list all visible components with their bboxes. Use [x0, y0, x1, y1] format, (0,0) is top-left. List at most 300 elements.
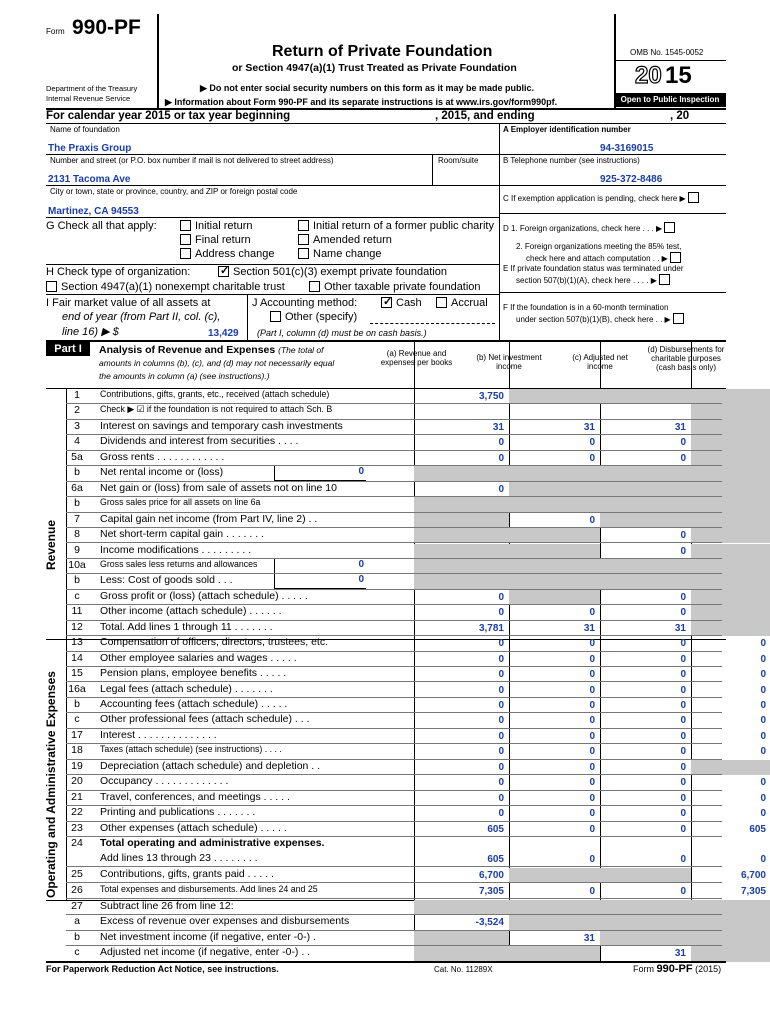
- amount-col-d: [691, 946, 770, 961]
- amount-col-d: [691, 420, 770, 435]
- line-description: Occupancy . . . . . . . . . . . . .: [100, 775, 229, 788]
- amount-col-c[interactable]: 0: [680, 607, 686, 619]
- col-d-header: (d) Disbursements for charitable purposes (cash basis only): [647, 345, 725, 372]
- calendar-end: , 20: [670, 110, 690, 122]
- part-i-tag: Part I: [46, 342, 90, 356]
- e-label-2: section 507(b)(1)(A), check here . . . . ▶: [516, 274, 674, 285]
- amount-col-d[interactable]: 0: [760, 808, 766, 820]
- street-value[interactable]: 2131 Tacoma Ave: [48, 174, 131, 185]
- line-number: 6a: [71, 481, 83, 494]
- line-number: b: [74, 698, 80, 710]
- amount-col-c: [600, 513, 691, 528]
- calendar-mid: , 2015, and ending: [435, 110, 535, 122]
- line-description: Contributions, gifts, grants, etc., received (attach schedule): [100, 389, 330, 399]
- line-number: 8: [74, 528, 80, 541]
- line-description: Contributions, gifts, grants paid . . . . .: [100, 868, 274, 881]
- table-row: [46, 513, 722, 528]
- amount-col-a[interactable]: 605: [487, 823, 504, 835]
- amount-col-a[interactable]: 0: [498, 730, 504, 742]
- amount-col-d[interactable]: 0: [760, 669, 766, 681]
- open-public-badge: Open to Public Inspection: [614, 93, 726, 107]
- amount-col-a[interactable]: 7,305: [478, 885, 504, 897]
- col-a-header: (a) Revenue and expenses per books: [380, 349, 453, 367]
- j-accrual[interactable]: Accrual: [436, 297, 488, 309]
- h-label: H Check type of organization:: [46, 266, 191, 278]
- amount-col-b[interactable]: 0: [589, 823, 595, 835]
- amount-col-a[interactable]: 0: [498, 669, 504, 681]
- form-subtitle: or Section 4947(a)(1) Trust Treated as Private Foundation: [232, 62, 517, 74]
- h-501c3[interactable]: ✓ Section 501(c)(3) exempt private foundation: [218, 266, 447, 278]
- amount-col-b[interactable]: 0: [589, 730, 595, 742]
- table-row: [46, 915, 722, 930]
- amount-col-a[interactable]: 3,781: [478, 622, 504, 634]
- amount-col-c[interactable]: 0: [680, 823, 686, 835]
- d1-checkbox[interactable]: [664, 222, 675, 233]
- line-number: b: [74, 930, 80, 943]
- amount-col-d: [691, 915, 770, 930]
- line-description: Less: Cost of goods sold . . .: [100, 574, 233, 587]
- col-c-header: (c) Adjusted net income: [572, 353, 628, 371]
- j-other[interactable]: Other (specify): [270, 311, 357, 323]
- amount-col-c[interactable]: 0: [680, 591, 686, 603]
- amount-col-c[interactable]: 0: [680, 885, 686, 897]
- amount-col-a: [414, 574, 509, 589]
- amount-col-a: [414, 559, 509, 574]
- table-row: [46, 760, 722, 775]
- amount-col-a: [414, 497, 509, 512]
- line-description: Travel, conferences, and meetings . . . . .: [100, 790, 290, 803]
- year-bold: 15: [665, 62, 692, 89]
- e-checkbox[interactable]: [659, 274, 670, 285]
- table-row: [46, 621, 722, 636]
- line-description: Total. Add lines 1 through 11 . . . . . . .: [100, 620, 273, 633]
- table-row: [46, 698, 766, 713]
- amount-col-b[interactable]: 0: [589, 607, 595, 619]
- table-row: [46, 790, 766, 806]
- table-row: [46, 528, 722, 543]
- line-description: Income modifications . . . . . . . . .: [100, 543, 252, 556]
- part-i-title: Analysis of Revenue and Expenses (The total of: [99, 344, 324, 356]
- j-other-field[interactable]: [370, 323, 495, 324]
- line-number: 9: [74, 543, 80, 556]
- line-number: 10a: [68, 558, 86, 571]
- amount-col-b: [509, 466, 600, 481]
- amount-col-d: [691, 931, 770, 946]
- line-number: c: [74, 713, 80, 726]
- dept-line-1: Department of the Treasury: [46, 84, 138, 93]
- line-description: Net short-term capital gain . . . . . . .: [100, 528, 264, 541]
- amount-col-d[interactable]: 0: [760, 700, 766, 711]
- amount-col-c[interactable]: 0: [680, 808, 686, 820]
- i-line-1: I Fair market value of all assets at: [46, 297, 211, 309]
- g-initial-former[interactable]: Initial return of a former public charity: [298, 220, 494, 232]
- footer-cat-no: Cat. No. 11289X: [434, 965, 493, 974]
- amount-col-d[interactable]: 0: [760, 715, 766, 727]
- amount-col-d: [691, 389, 770, 404]
- city-label: City or town, state or province, country, and ZIP or foreign postal code: [50, 187, 298, 196]
- footer-paperwork: For Paperwork Reduction Act Notice, see instructions.: [46, 964, 279, 974]
- amount-col-c[interactable]: 0: [680, 746, 686, 758]
- name-label: Name of foundation: [50, 125, 120, 134]
- line-description: Accounting fees (attach schedule) . . . . .: [100, 698, 288, 710]
- line-number: c: [74, 946, 80, 959]
- amount-col-c: [600, 497, 691, 512]
- ein-label: A Employer identification number: [503, 125, 631, 134]
- amount-col-b: [509, 900, 600, 915]
- amount-col-b[interactable]: 0: [589, 669, 595, 681]
- amount-col-b: [509, 915, 600, 930]
- amount-col-b[interactable]: 31: [583, 932, 595, 944]
- table-row: [46, 651, 766, 667]
- amount-col-c[interactable]: 0: [680, 854, 686, 866]
- dept-line-2: Internal Revenue Service: [46, 94, 131, 103]
- table-row: [46, 559, 722, 574]
- table-row: [46, 497, 722, 512]
- amount-col-a[interactable]: 0: [498, 607, 504, 619]
- line-description: Net gain or (loss) from sale of assets not on line 10: [100, 481, 337, 494]
- line-number: 13: [71, 636, 83, 649]
- amount-col-b[interactable]: 0: [589, 684, 595, 696]
- amount-col-c: [600, 466, 691, 481]
- line-number: 3: [74, 419, 80, 432]
- amount-col-d: [691, 497, 770, 512]
- amount-col-c[interactable]: 0: [680, 437, 686, 449]
- table-row: [46, 728, 766, 744]
- inline-amount[interactable]: 0: [274, 559, 366, 574]
- amount-col-a[interactable]: 0: [498, 638, 504, 650]
- table-row: [46, 404, 722, 419]
- amount-col-a[interactable]: 605: [487, 854, 504, 866]
- line-number: 19: [71, 759, 83, 772]
- amount-col-d[interactable]: 0: [760, 777, 766, 789]
- amount-col-c[interactable]: 0: [680, 761, 686, 773]
- foundation-name[interactable]: The Praxis Group: [48, 143, 132, 154]
- table-row: [46, 806, 766, 821]
- col-b-header: (b) Net investment income: [476, 353, 542, 371]
- line-number: 4: [74, 435, 80, 448]
- amount-col-d[interactable]: 0: [760, 854, 766, 866]
- amount-col-b[interactable]: 0: [589, 777, 595, 789]
- footer-form: Form 990-PF (2015): [633, 963, 722, 975]
- table-row: [46, 636, 766, 651]
- amount-col-d[interactable]: 0: [760, 792, 766, 804]
- line-description: Other income (attach schedule) . . . . . .: [100, 605, 282, 618]
- table-row: [46, 451, 722, 466]
- g-label: G Check all that apply:: [46, 220, 157, 232]
- amount-col-a[interactable]: -3,524: [475, 917, 504, 929]
- line-description: Total operating and administrative expenses.: [100, 837, 325, 850]
- line-number: 2: [74, 404, 80, 417]
- amount-col-a[interactable]: 6,700: [478, 870, 504, 882]
- line-description: Depreciation (attach schedule) and depletion . .: [100, 759, 321, 772]
- line-description: Other expenses (attach schedule) . . . . .: [100, 821, 287, 834]
- amount-col-b[interactable]: 0: [589, 808, 595, 820]
- amount-col-b[interactable]: [509, 404, 600, 419]
- phone-label: B Telephone number (see instructions): [503, 156, 640, 165]
- amount-col-a: [414, 931, 509, 946]
- line-description: Interest on savings and temporary cash investments: [100, 419, 343, 432]
- line-description: Gross sales less returns and allowances: [100, 558, 258, 569]
- amount-col-b: [509, 544, 600, 559]
- amount-col-d: [691, 466, 770, 481]
- amount-col-c[interactable]: 0: [680, 730, 686, 742]
- omb-number: OMB No. 1545-0052: [630, 48, 704, 57]
- d2-label-a: 2. Foreign organizations meeting the 85% test,: [516, 242, 682, 251]
- line-number: a: [74, 915, 80, 928]
- amount-col-c: [600, 559, 691, 574]
- amount-col-c[interactable]: 0: [680, 777, 686, 789]
- amount-col-b[interactable]: 0: [589, 700, 595, 711]
- line-description: Check ▶ ☑ if the foundation is not required to attach Sch. B: [100, 404, 333, 415]
- g-name[interactable]: Name change: [298, 248, 382, 260]
- amount-col-d[interactable]: 6,700: [740, 870, 766, 882]
- amount-col-d[interactable]: 0: [760, 730, 766, 742]
- amount-col-b: [509, 389, 600, 404]
- line-description: Interest . . . . . . . . . . . . . .: [100, 728, 217, 741]
- amount-col-a[interactable]: 0: [498, 437, 504, 449]
- g-address[interactable]: Address change: [180, 248, 275, 260]
- amount-col-c[interactable]: 0: [680, 684, 686, 696]
- amount-col-b[interactable]: 31: [583, 421, 595, 433]
- line-number: 23: [71, 821, 83, 834]
- line-description: Dividends and interest from securities . . . .: [100, 435, 299, 448]
- part-i-desc-3: the amounts in column (a) (see instructions).): [99, 371, 270, 381]
- h-4947[interactable]: Section 4947(a)(1) nonexempt charitable trust: [46, 281, 285, 293]
- d2-checkbox[interactable]: [670, 252, 681, 263]
- room-label: Room/suite: [438, 156, 479, 165]
- amount-col-c[interactable]: 31: [674, 421, 686, 433]
- line-number: 14: [71, 651, 83, 664]
- amount-col-d[interactable]: 0: [760, 653, 766, 665]
- amount-col-d: [691, 451, 770, 466]
- table-row: [46, 605, 722, 620]
- line-number: 12: [71, 620, 83, 633]
- amount-col-a[interactable]: 0: [498, 591, 504, 603]
- table-row: [46, 482, 722, 497]
- line-description: Net rental income or (loss): [100, 466, 224, 479]
- amount-col-a[interactable]: 0: [498, 700, 504, 711]
- i-line-2: end of year (from Part II, col. (c),: [62, 311, 221, 323]
- amount-col-d: [691, 590, 770, 605]
- f-label-1: F If the foundation is in a 60-month termination: [503, 303, 669, 312]
- amount-col-b[interactable]: 0: [589, 854, 595, 866]
- line-number: 11: [71, 605, 83, 618]
- table-row: [46, 389, 722, 404]
- amount-col-b[interactable]: 0: [589, 437, 595, 449]
- amount-col-d[interactable]: 0: [760, 638, 766, 650]
- table-row: [46, 744, 766, 759]
- amount-col-c: [600, 931, 691, 946]
- e-label-1: E If private foundation status was terminated under: [503, 264, 684, 273]
- f-label-2: under section 507(b)(1)(B), check here . . ▶: [516, 313, 688, 324]
- line-number: 18: [71, 744, 83, 757]
- amount-col-c[interactable]: 0: [680, 545, 686, 557]
- amount-col-a[interactable]: 0: [498, 684, 504, 696]
- table-row: [46, 420, 722, 435]
- d1-label: D 1. Foreign organizations, check here . . . ▶: [503, 222, 679, 233]
- table-row: [46, 667, 766, 682]
- amount-col-d: [691, 574, 770, 589]
- line-number: 7: [74, 512, 80, 525]
- line-description: Taxes (attach schedule) (see instructions) . . . .: [100, 744, 282, 755]
- amount-col-b[interactable]: 0: [589, 715, 595, 727]
- amount-col-c: [600, 482, 691, 497]
- amount-col-b[interactable]: 0: [589, 746, 595, 758]
- amount-col-c[interactable]: 0: [680, 700, 686, 711]
- amount-col-d[interactable]: 0: [760, 684, 766, 696]
- amount-col-a: [414, 544, 509, 559]
- line-number: b: [74, 497, 80, 510]
- amount-col-a[interactable]: 0: [498, 761, 504, 773]
- amount-col-c[interactable]: 0: [680, 792, 686, 804]
- amount-col-a[interactable]: 0: [498, 746, 504, 758]
- h-other[interactable]: Other taxable private foundation: [309, 281, 481, 293]
- amount-col-a: [414, 466, 509, 481]
- amount-col-b[interactable]: 0: [589, 514, 595, 526]
- expenses-side-label: Operating and Administrative Expenses: [44, 671, 58, 898]
- amount-col-c[interactable]: 0: [680, 715, 686, 727]
- g-amended[interactable]: Amended return: [298, 234, 392, 246]
- amount-col-c: [600, 574, 691, 589]
- amount-col-a[interactable]: 3,750: [478, 391, 504, 402]
- year-outline: 20: [635, 62, 662, 89]
- amount-col-a[interactable]: 0: [498, 808, 504, 820]
- amount-col-c: [600, 915, 691, 930]
- line-number: 20: [71, 775, 83, 788]
- table-row: [46, 900, 722, 915]
- i-line-3: line 16) ▶ $: [62, 326, 119, 338]
- table-row: [46, 883, 766, 899]
- line-description: Printing and publications . . . . . . .: [100, 806, 256, 819]
- amount-col-a: [414, 946, 509, 961]
- amount-col-d: [691, 559, 770, 574]
- amount-col-c[interactable]: 0: [680, 452, 686, 464]
- amount-col-d: [691, 760, 770, 775]
- amount-col-c[interactable]: 0: [680, 530, 686, 542]
- amount-col-a: [414, 528, 509, 543]
- amount-col-a[interactable]: 0: [498, 715, 504, 727]
- line-description: Compensation of officers, directors, trustees, etc.: [100, 636, 328, 649]
- amount-col-c[interactable]: [600, 404, 691, 419]
- c-checkbox[interactable]: [688, 192, 699, 203]
- amount-col-c[interactable]: 0: [680, 638, 686, 650]
- line-description: Total expenses and disbursements. Add lines 24 and 25: [100, 883, 318, 894]
- ein-value[interactable]: 94-3169015: [600, 143, 654, 154]
- inline-amount[interactable]: 0: [274, 466, 366, 481]
- city-value[interactable]: Martinez, CA 94553: [48, 206, 139, 217]
- form-word: Form: [46, 27, 65, 36]
- line-description: Subtract line 26 from line 12:: [100, 899, 234, 912]
- amount-col-c[interactable]: 31: [674, 622, 686, 634]
- amount-col-b: [509, 574, 600, 589]
- phone-value[interactable]: 925-372-8486: [600, 174, 663, 185]
- amount-col-b: [509, 868, 600, 883]
- street-label: Number and street (or P.O. box number if mail is not delivered to street address): [50, 156, 334, 165]
- amount-col-d[interactable]: 7,305: [740, 885, 766, 897]
- g-initial[interactable]: Initial return: [180, 220, 252, 232]
- table-row: [46, 713, 766, 728]
- amount-col-b: [509, 946, 600, 961]
- amount-col-c[interactable]: 0: [680, 653, 686, 665]
- line-number: b: [74, 466, 80, 479]
- j-label: J Accounting method:: [252, 297, 358, 309]
- table-row: [46, 946, 722, 961]
- ssn-notice: ▶ Do not enter social security numbers on this form as it may be made public.: [200, 83, 534, 93]
- amount-col-d: [691, 482, 770, 497]
- table-row: [46, 931, 722, 946]
- i-value[interactable]: 13,429: [208, 328, 239, 339]
- amount-col-c: [600, 389, 691, 404]
- amount-col-c[interactable]: 31: [674, 948, 686, 960]
- amount-col-d: [691, 605, 770, 620]
- line-description: Legal fees (attach schedule) . . . . . . .: [100, 682, 273, 695]
- table-row: [46, 821, 766, 837]
- amount-col-c[interactable]: 0: [680, 669, 686, 681]
- info-notice: ▶ Information about Form 990-PF and its separate instructions is at www.irs.gov/form990pf.: [165, 97, 558, 107]
- amount-col-d[interactable]: 605: [749, 823, 766, 835]
- line-number: 21: [71, 790, 83, 803]
- calendar-lead: For calendar year 2015 or tax year beginning: [46, 110, 291, 122]
- g-final[interactable]: Final return: [180, 234, 251, 246]
- line-number: 17: [71, 728, 83, 741]
- amount-col-a[interactable]: [414, 404, 509, 419]
- line-number: 5a: [71, 450, 83, 463]
- amount-col-d: [691, 528, 770, 543]
- amount-col-b: [509, 482, 600, 497]
- table-row: [46, 775, 766, 790]
- table-row: [46, 837, 766, 867]
- amount-col-a[interactable]: 31: [492, 421, 504, 433]
- amount-col-b: [509, 590, 600, 605]
- amount-col-b[interactable]: 0: [589, 885, 595, 897]
- f-checkbox[interactable]: [673, 313, 684, 324]
- line-number: 24: [71, 837, 83, 850]
- amount-col-b[interactable]: 0: [589, 792, 595, 804]
- line-number: 26: [71, 883, 83, 896]
- table-row: [46, 466, 722, 481]
- j-cash[interactable]: ✓ Cash: [381, 297, 422, 309]
- line-description: Gross sales price for all assets on line 6a: [100, 497, 261, 508]
- table-row: [46, 682, 766, 698]
- amount-col-b: [509, 528, 600, 543]
- amount-col-d[interactable]: 0: [760, 746, 766, 758]
- inline-amount[interactable]: 0: [274, 574, 366, 589]
- amount-col-b[interactable]: 0: [589, 638, 595, 650]
- amount-col-a[interactable]: 0: [498, 777, 504, 789]
- line-description: Other employee salaries and wages . . . . .: [100, 651, 297, 664]
- amount-col-b[interactable]: 31: [583, 622, 595, 634]
- amount-col-a[interactable]: 0: [498, 483, 504, 495]
- amount-col-b[interactable]: 0: [589, 653, 595, 665]
- line-number: b: [74, 574, 80, 587]
- table-row: [46, 544, 722, 559]
- line-description-2: Add lines 13 through 23 . . . . . . . .: [100, 852, 258, 865]
- amount-col-a[interactable]: 0: [498, 452, 504, 464]
- amount-col-b[interactable]: 0: [589, 761, 595, 773]
- line-number: 27: [71, 899, 83, 912]
- table-row: [46, 590, 722, 605]
- amount-col-d: [691, 900, 770, 915]
- amount-col-a[interactable]: 0: [498, 653, 504, 665]
- table-row: [46, 574, 722, 589]
- line-description: Gross profit or (loss) (attach schedule) . . . . .: [100, 589, 308, 602]
- amount-col-a[interactable]: 0: [498, 792, 504, 804]
- amount-col-a: [414, 900, 509, 915]
- amount-col-b[interactable]: 0: [589, 452, 595, 464]
- line-number: 25: [71, 868, 83, 881]
- amount-col-d: [691, 435, 770, 450]
- amount-col-d: [691, 404, 770, 419]
